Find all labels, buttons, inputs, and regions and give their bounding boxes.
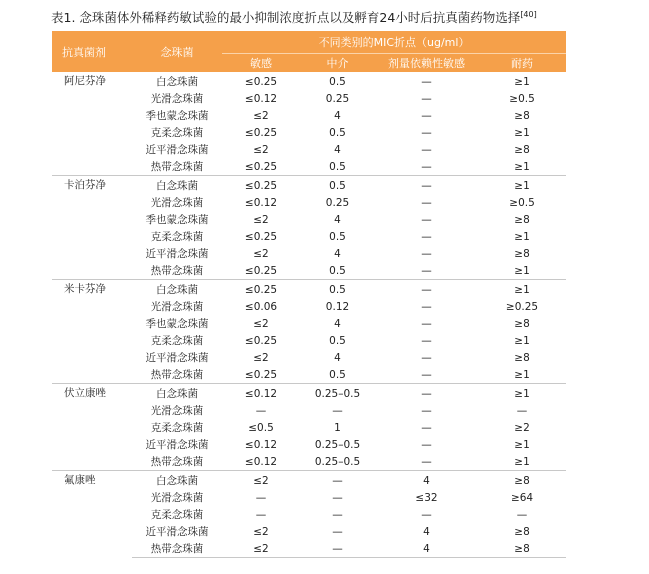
- intermediate-cell: 4: [334, 213, 341, 226]
- drug-name-cell: 米卡芬净: [52, 280, 132, 384]
- resistant-cell: ≥1: [514, 126, 530, 139]
- resistant-cell: —: [516, 508, 528, 521]
- susceptible-cell: ≤2: [222, 540, 300, 558]
- drug-group: [52, 280, 566, 384]
- resistant-cell: ≥1: [514, 75, 530, 88]
- species-cell: 热带念珠菌: [150, 369, 204, 381]
- sdd-cell: —: [421, 317, 432, 330]
- resistant-cell: ≥1: [478, 176, 566, 195]
- table-row: [52, 471, 566, 490]
- susceptible-cell: ≤0.25: [222, 176, 300, 195]
- susceptible-cell: ≤0.25: [244, 160, 278, 173]
- susceptible-cell: ≤0.12: [244, 92, 278, 105]
- sdd-cell: —: [421, 143, 432, 156]
- drug-name-cell: 阿尼芬净: [64, 75, 106, 87]
- table-row: [52, 384, 566, 403]
- sdd-cell: 4: [375, 471, 478, 490]
- resistant-cell: —: [516, 404, 528, 417]
- species-cell: 光滑念珠菌: [150, 405, 204, 417]
- intermediate-cell: 4: [334, 351, 341, 364]
- resistant-cell: ≥64: [510, 491, 534, 504]
- susceptible-cell: —: [255, 491, 267, 504]
- resistant-cell: ≥1: [478, 384, 566, 403]
- species-cell: 热带念珠菌: [150, 265, 204, 277]
- susceptible-cell: ≤0.25: [244, 126, 278, 139]
- species-cell: 近平滑念珠菌: [145, 144, 209, 156]
- intermediate-cell: 0.5: [329, 160, 346, 173]
- header-susceptible: 敏感: [222, 54, 300, 73]
- intermediate-cell: 0.25–0.5: [300, 384, 375, 403]
- intermediate-cell: —: [300, 540, 375, 558]
- sdd-cell: —: [421, 508, 432, 521]
- caption-text: 表1. 念珠菌体外稀释药敏试验的最小抑制浓度折点以及孵育24小时后抗真菌药物选择: [51, 10, 521, 25]
- drug-group: [52, 384, 566, 471]
- intermediate-cell: 4: [334, 109, 341, 122]
- intermediate-cell: 0.25: [325, 196, 350, 209]
- susceptible-cell: ≤0.12: [244, 438, 278, 451]
- sdd-cell: 4: [375, 540, 478, 558]
- species-cell: 白念珠菌: [132, 384, 222, 403]
- species-cell: 近平滑念珠菌: [145, 526, 209, 538]
- sdd-cell: —: [421, 247, 432, 260]
- header-mic-breakpoint-group: 不同类别的MIC折点（ug/ml）: [222, 31, 566, 54]
- sdd-cell: —: [421, 300, 432, 313]
- sdd-cell: 4: [423, 525, 430, 538]
- resistant-cell: ≥0.5: [509, 196, 535, 209]
- susceptible-cell: ≤2: [253, 247, 269, 260]
- susceptible-cell: ≤2: [253, 213, 269, 226]
- susceptible-cell: ≤0.12: [244, 455, 278, 468]
- drug-group: [52, 471, 566, 558]
- susceptible-cell: ≤2: [253, 317, 269, 330]
- susceptible-cell: ≤2: [222, 471, 300, 490]
- table-row: [52, 176, 566, 195]
- intermediate-cell: —: [332, 491, 343, 504]
- sdd-cell: —: [421, 213, 432, 226]
- table-row: [52, 280, 566, 299]
- susceptible-cell: ≤0.25: [244, 368, 278, 381]
- sdd-cell: —: [421, 75, 432, 88]
- sdd-cell: —: [421, 92, 432, 105]
- sdd-cell: —: [421, 351, 432, 364]
- resistant-cell: ≥1: [514, 160, 530, 173]
- susceptible-cell: ≤0.25: [244, 230, 278, 243]
- intermediate-cell: 0.5: [329, 126, 346, 139]
- mic-breakpoint-table: [52, 31, 566, 558]
- header-antifungal: 抗真菌剂: [52, 31, 132, 72]
- species-cell: 近平滑念珠菌: [145, 352, 209, 364]
- resistant-cell: ≥8: [514, 143, 530, 156]
- resistant-cell: ≥8: [514, 317, 530, 330]
- resistant-cell: ≥8: [514, 525, 530, 538]
- species-cell: 克柔念珠菌: [150, 231, 204, 243]
- species-cell: 光滑念珠菌: [150, 93, 204, 105]
- header-candida: 念珠菌: [132, 31, 222, 72]
- sdd-cell: —: [421, 455, 432, 468]
- resistant-cell: ≥1: [514, 334, 530, 347]
- susceptible-cell: ≤0.12: [244, 196, 278, 209]
- sdd-cell: —: [375, 176, 478, 195]
- sdd-cell: —: [421, 438, 432, 451]
- sdd-cell: —: [421, 404, 432, 417]
- susceptible-cell: ≤0.25: [244, 334, 278, 347]
- susceptible-cell: ≤0.5: [248, 421, 274, 434]
- susceptible-cell: ≤0.25: [222, 280, 300, 299]
- susceptible-cell: ≤0.12: [222, 384, 300, 403]
- intermediate-cell: 0.5: [329, 230, 346, 243]
- drug-name-cell: 伏立康唑: [52, 384, 132, 471]
- table-row: [52, 72, 566, 90]
- intermediate-cell: 4: [334, 143, 341, 156]
- species-cell: 光滑念珠菌: [150, 492, 204, 504]
- resistant-cell: ≥1: [514, 368, 530, 381]
- sdd-cell: —: [421, 160, 432, 173]
- species-cell: 近平滑念珠菌: [145, 248, 209, 260]
- susceptible-cell: ≤2: [253, 109, 269, 122]
- sdd-cell: —: [421, 230, 432, 243]
- species-cell: 克柔念珠菌: [150, 509, 204, 521]
- species-cell: 季也蒙念珠菌: [145, 214, 209, 226]
- drug-group: [52, 176, 566, 280]
- species-cell: 热带念珠菌: [150, 161, 204, 173]
- species-cell: 季也蒙念珠菌: [145, 318, 209, 330]
- species-cell: 白念珠菌: [156, 76, 198, 88]
- intermediate-cell: —: [332, 404, 343, 417]
- intermediate-cell: 4: [334, 247, 341, 260]
- resistant-cell: ≥8: [514, 351, 530, 364]
- sdd-cell: —: [375, 384, 478, 403]
- drug-group: [52, 72, 566, 176]
- intermediate-cell: —: [332, 508, 343, 521]
- species-cell: 克柔念珠菌: [150, 335, 204, 347]
- intermediate-cell: 4: [334, 317, 341, 330]
- table-caption: [51, 6, 641, 27]
- resistant-cell: ≥0.5: [509, 92, 535, 105]
- susceptible-cell: ≤0.25: [244, 264, 278, 277]
- caption-reference: [40]: [520, 10, 537, 19]
- resistant-cell: ≥8: [478, 540, 566, 558]
- header-intermediate: 中介: [300, 54, 375, 73]
- species-cell: 季也蒙念珠菌: [145, 110, 209, 122]
- intermediate-cell: 1: [334, 421, 341, 434]
- species-cell: 白念珠菌: [132, 471, 222, 490]
- resistant-cell: ≥1: [514, 455, 530, 468]
- intermediate-cell: 0.5: [329, 264, 346, 277]
- resistant-cell: ≥8: [478, 471, 566, 490]
- header-sdd: 剂量依赖性敏感: [375, 54, 478, 73]
- drug-name-cell: 卡泊芬净: [52, 176, 132, 280]
- sdd-cell: —: [421, 421, 432, 434]
- resistant-cell: ≥0.25: [505, 300, 539, 313]
- intermediate-cell: 0.5: [329, 334, 346, 347]
- species-cell: 热带念珠菌: [150, 456, 204, 468]
- species-cell: 克柔念珠菌: [150, 422, 204, 434]
- species-cell: 近平滑念珠菌: [145, 439, 209, 451]
- species-cell: 白念珠菌: [132, 280, 222, 299]
- susceptible-cell: —: [255, 508, 267, 521]
- sdd-cell: ≤32: [415, 491, 438, 504]
- intermediate-cell: 0.5: [329, 75, 346, 88]
- resistant-cell: ≥8: [514, 247, 530, 260]
- intermediate-cell: —: [300, 471, 375, 490]
- sdd-cell: —: [421, 368, 432, 381]
- intermediate-cell: 0.5: [329, 368, 346, 381]
- intermediate-cell: 0.5: [300, 280, 375, 299]
- resistant-cell: ≥1: [514, 264, 530, 277]
- susceptible-cell: ≤0.06: [244, 300, 278, 313]
- intermediate-cell: 0.5: [300, 176, 375, 195]
- resistant-cell: ≥8: [514, 213, 530, 226]
- intermediate-cell: 0.25–0.5: [314, 455, 361, 468]
- resistant-cell: ≥2: [514, 421, 530, 434]
- susceptible-cell: —: [255, 404, 267, 417]
- resistant-cell: ≥8: [514, 109, 530, 122]
- susceptible-cell: ≤0.25: [244, 75, 278, 88]
- susceptible-cell: ≤2: [253, 143, 269, 156]
- intermediate-cell: 0.12: [325, 300, 350, 313]
- resistant-cell: ≥1: [514, 230, 530, 243]
- sdd-cell: —: [421, 334, 432, 347]
- resistant-cell: ≥1: [478, 280, 566, 299]
- susceptible-cell: ≤2: [253, 525, 269, 538]
- species-cell: 白念珠菌: [132, 176, 222, 195]
- species-cell: 光滑念珠菌: [150, 301, 204, 313]
- sdd-cell: —: [421, 264, 432, 277]
- species-cell: 克柔念珠菌: [150, 127, 204, 139]
- susceptible-cell: ≤2: [253, 351, 269, 364]
- intermediate-cell: 0.25–0.5: [314, 438, 361, 451]
- header-resistant: 耐药: [478, 54, 566, 73]
- species-cell: 光滑念珠菌: [150, 197, 204, 209]
- sdd-cell: —: [375, 280, 478, 299]
- sdd-cell: —: [421, 109, 432, 122]
- species-cell: 热带念珠菌: [132, 540, 222, 558]
- resistant-cell: ≥1: [514, 438, 530, 451]
- drug-name-cell: 氟康唑: [52, 471, 132, 558]
- sdd-cell: —: [421, 126, 432, 139]
- sdd-cell: —: [421, 196, 432, 209]
- table-header: [52, 31, 566, 72]
- intermediate-cell: 0.25: [325, 92, 350, 105]
- intermediate-cell: —: [332, 525, 343, 538]
